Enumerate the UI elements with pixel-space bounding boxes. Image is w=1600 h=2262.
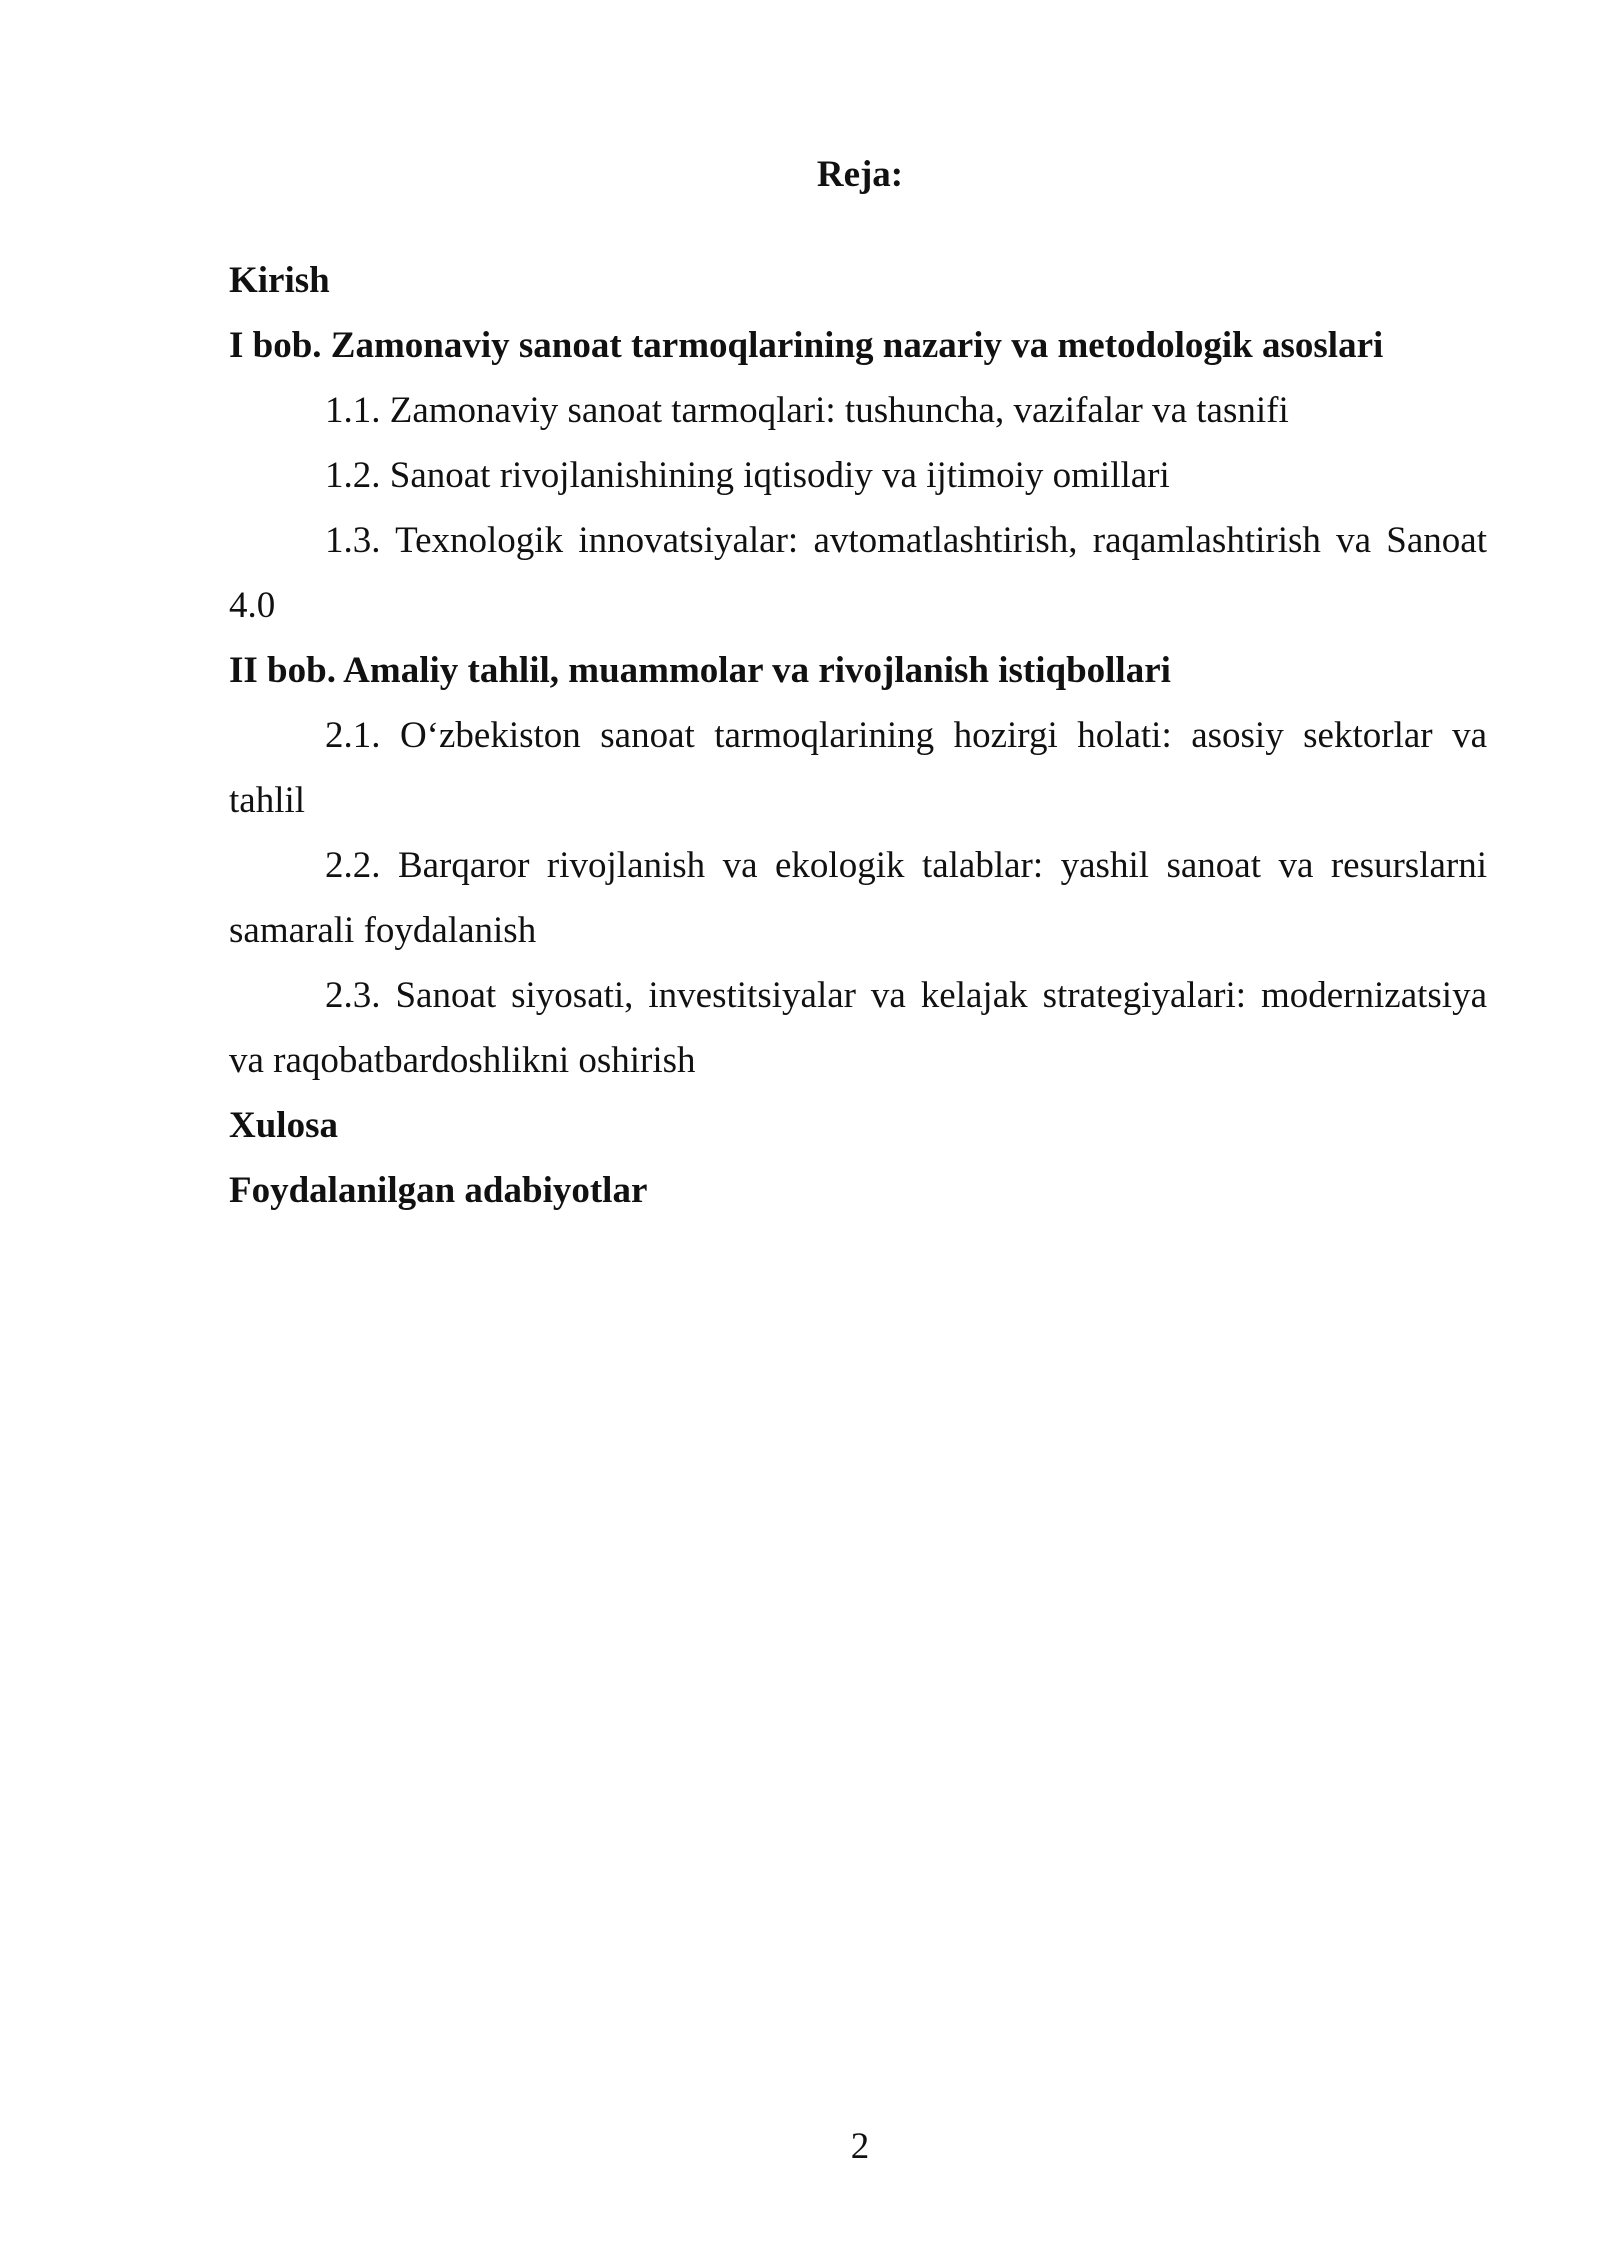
toc-section-2-3: 2.3. Sanoat siyosati, investitsiyalar va kelajak strategiyalari: modernizatsiya va raqobatbardoshlikni oshirish: [229, 975, 1487, 1081]
toc-section-1-1: 1.1. Zamonaviy sanoat tarmoqlari: tushuncha, vazifalar va tasnifi: [325, 390, 1289, 431]
toc-conclusion: Xulosa: [229, 1105, 338, 1146]
page-title: Reja:: [816, 154, 904, 195]
page-number: 2: [850, 2126, 870, 2167]
toc-section-1-2: 1.2. Sanoat rivojlanishining iqtisodiy va ijtimoiy omillari: [325, 455, 1170, 496]
toc-introduction: Kirish: [229, 260, 330, 301]
toc-chapter-1: I bob. Zamonaviy sanoat tarmoqlarining nazariy va metodologik asoslari: [229, 325, 1384, 366]
toc-chapter-2: II bob. Amaliy tahlil, muammolar va rivojlanish istiqbollari: [229, 650, 1171, 691]
toc-section-2-1: 2.1. O‘zbekiston sanoat tarmoqlarining hozirgi holati: asosiy sektorlar va tahlil: [229, 715, 1487, 821]
toc-section-2-2: 2.2. Barqaror rivojlanish va ekologik talablar: yashil sanoat va resurslarni samarali foydalanish: [229, 845, 1487, 951]
toc-section-1-3: 1.3. Texnologik innovatsiyalar: avtomatlashtirish, raqamlashtirish va Sanoat 4.0: [229, 520, 1487, 626]
table-of-contents: [229, 248, 1487, 1223]
toc-references: Foydalanilgan adabiyotlar: [229, 1170, 648, 1211]
